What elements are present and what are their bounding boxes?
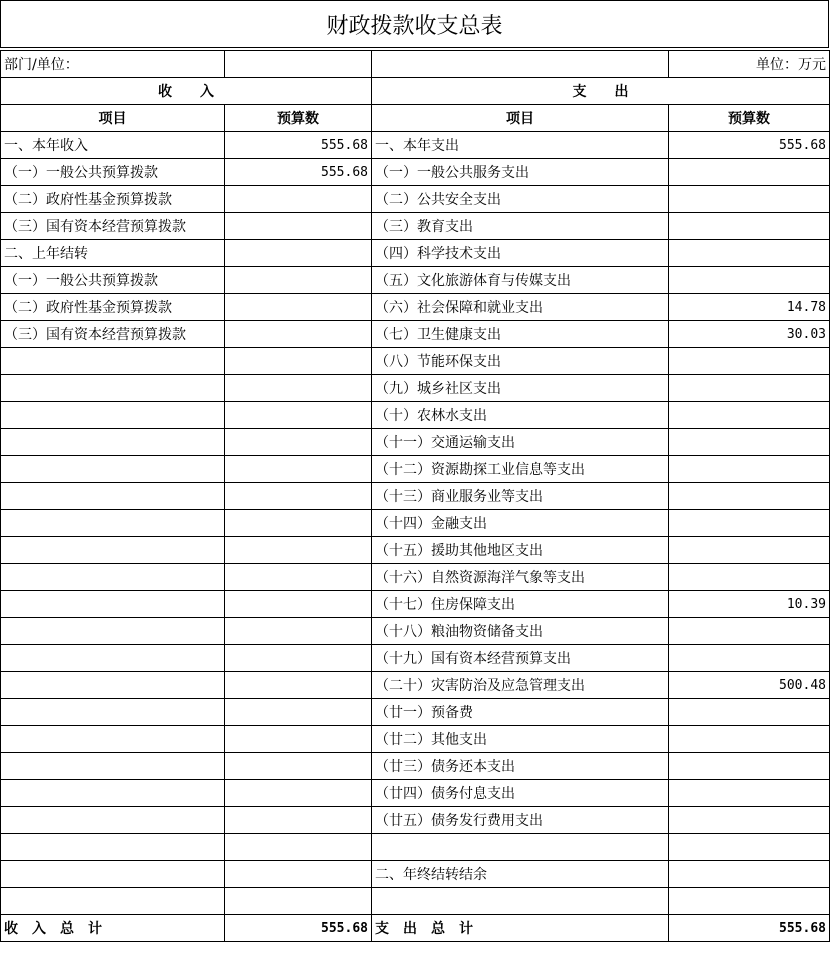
table-row bbox=[1, 645, 830, 672]
income-value-cell bbox=[225, 591, 372, 618]
income-item-cell bbox=[1, 537, 225, 564]
column-header-row bbox=[1, 105, 830, 132]
income-item-cell bbox=[1, 834, 225, 861]
income-value-cell bbox=[225, 726, 372, 753]
income-value-cell bbox=[225, 699, 372, 726]
income-value-cell bbox=[225, 618, 372, 645]
expense-value-cell bbox=[669, 807, 830, 834]
expense-total-value: 555.68 bbox=[669, 915, 830, 942]
income-item-cell: 一、本年收入 bbox=[1, 132, 225, 159]
expense-value-cell: 555.68 bbox=[669, 132, 830, 159]
income-item-cell bbox=[1, 807, 225, 834]
expense-item-cell: （二）公共安全支出 bbox=[372, 186, 669, 213]
expense-value-cell bbox=[669, 267, 830, 294]
table-title: 财政拨款收支总表 bbox=[0, 0, 829, 48]
income-value-cell bbox=[225, 672, 372, 699]
income-value-cell bbox=[225, 456, 372, 483]
income-value-cell bbox=[225, 267, 372, 294]
table-row bbox=[1, 726, 830, 753]
income-value-cell bbox=[225, 510, 372, 537]
income-value-cell bbox=[225, 780, 372, 807]
income-value-cell: 555.68 bbox=[225, 132, 372, 159]
table-row bbox=[1, 240, 830, 267]
expense-value-cell bbox=[669, 618, 830, 645]
income-item-cell bbox=[1, 861, 225, 888]
expense-item-cell: （六）社会保障和就业支出 bbox=[372, 294, 669, 321]
section-header-row bbox=[1, 78, 830, 105]
income-value-cell bbox=[225, 807, 372, 834]
expense-value-cell bbox=[669, 375, 830, 402]
income-item-cell bbox=[1, 429, 225, 456]
expense-item-cell: （四）科学技术支出 bbox=[372, 240, 669, 267]
expense-item-cell: （廿二）其他支出 bbox=[372, 726, 669, 753]
expense-value-cell bbox=[669, 429, 830, 456]
table-row bbox=[1, 618, 830, 645]
income-value-cell bbox=[225, 402, 372, 429]
expense-value-cell: 10.39 bbox=[669, 591, 830, 618]
dept-value bbox=[225, 51, 372, 78]
table-row bbox=[1, 888, 830, 915]
expense-value-cell bbox=[669, 537, 830, 564]
expense-value-cell bbox=[669, 456, 830, 483]
expense-item-cell: （十三）商业服务业等支出 bbox=[372, 483, 669, 510]
expense-value-cell bbox=[669, 564, 830, 591]
income-item-cell bbox=[1, 888, 225, 915]
income-item-cell: （二）政府性基金预算拨款 bbox=[1, 186, 225, 213]
expense-value-cell bbox=[669, 645, 830, 672]
income-value-cell bbox=[225, 645, 372, 672]
income-item-cell bbox=[1, 564, 225, 591]
income-value-cell bbox=[225, 429, 372, 456]
table-row bbox=[1, 132, 830, 159]
income-value-cell bbox=[225, 375, 372, 402]
table-row bbox=[1, 456, 830, 483]
table-row bbox=[1, 699, 830, 726]
income-value-cell bbox=[225, 321, 372, 348]
expense-value-cell bbox=[669, 510, 830, 537]
income-item-cell: （一）一般公共预算拨款 bbox=[1, 159, 225, 186]
income-item-cell: （二）政府性基金预算拨款 bbox=[1, 294, 225, 321]
income-item-cell bbox=[1, 645, 225, 672]
income-value-cell bbox=[225, 348, 372, 375]
fiscal-summary-table bbox=[0, 50, 830, 942]
expense-value-cell bbox=[669, 780, 830, 807]
total-row bbox=[1, 915, 830, 942]
income-item-cell bbox=[1, 699, 225, 726]
expense-item-cell: （十）农林水支出 bbox=[372, 402, 669, 429]
expense-item-cell bbox=[372, 834, 669, 861]
income-item-cell bbox=[1, 753, 225, 780]
table-row bbox=[1, 807, 830, 834]
income-total-label: 收 入 总 计 bbox=[1, 915, 225, 942]
income-value-cell bbox=[225, 186, 372, 213]
dept-label: 部门/单位： bbox=[1, 51, 225, 78]
table-row bbox=[1, 483, 830, 510]
expense-value-cell bbox=[669, 402, 830, 429]
table-row bbox=[1, 159, 830, 186]
expense-item-cell: （十八）粮油物资储备支出 bbox=[372, 618, 669, 645]
expense-item-cell: （十一）交通运输支出 bbox=[372, 429, 669, 456]
expense-budget-header: 预算数 bbox=[669, 105, 830, 132]
expense-value-cell bbox=[669, 726, 830, 753]
income-item-cell bbox=[1, 402, 225, 429]
expense-item-cell: （九）城乡社区支出 bbox=[372, 375, 669, 402]
income-item-cell bbox=[1, 348, 225, 375]
expense-value-cell bbox=[669, 699, 830, 726]
income-item-cell: （一）一般公共预算拨款 bbox=[1, 267, 225, 294]
expense-value-cell: 30.03 bbox=[669, 321, 830, 348]
table-row bbox=[1, 510, 830, 537]
income-item-header: 项目 bbox=[1, 105, 225, 132]
table-row bbox=[1, 537, 830, 564]
table-row bbox=[1, 429, 830, 456]
income-value-cell bbox=[225, 564, 372, 591]
expense-item-cell: （十七）住房保障支出 bbox=[372, 591, 669, 618]
expense-header: 支 出 bbox=[372, 78, 830, 105]
table-row bbox=[1, 834, 830, 861]
table-row bbox=[1, 186, 830, 213]
table-row bbox=[1, 780, 830, 807]
table-row bbox=[1, 348, 830, 375]
expense-item-cell: 二、年终结转结余 bbox=[372, 861, 669, 888]
income-value-cell bbox=[225, 861, 372, 888]
income-item-cell bbox=[1, 618, 225, 645]
expense-value-cell bbox=[669, 240, 830, 267]
table-row bbox=[1, 672, 830, 699]
meta-spacer bbox=[372, 51, 669, 78]
expense-item-cell: （一）一般公共服务支出 bbox=[372, 159, 669, 186]
income-value-cell bbox=[225, 213, 372, 240]
expense-value-cell: 14.78 bbox=[669, 294, 830, 321]
income-item-cell: （三）国有资本经营预算拨款 bbox=[1, 321, 225, 348]
table-row bbox=[1, 402, 830, 429]
income-item-cell bbox=[1, 726, 225, 753]
table-row bbox=[1, 591, 830, 618]
income-total-value: 555.68 bbox=[225, 915, 372, 942]
income-value-cell bbox=[225, 240, 372, 267]
expense-item-cell: （七）卫生健康支出 bbox=[372, 321, 669, 348]
expense-item-cell: （八）节能环保支出 bbox=[372, 348, 669, 375]
table-row bbox=[1, 321, 830, 348]
expense-value-cell bbox=[669, 753, 830, 780]
income-item-cell bbox=[1, 510, 225, 537]
table-row bbox=[1, 564, 830, 591]
expense-item-cell: （十五）援助其他地区支出 bbox=[372, 537, 669, 564]
expense-value-cell bbox=[669, 213, 830, 240]
income-item-cell: 二、上年结转 bbox=[1, 240, 225, 267]
table-row bbox=[1, 753, 830, 780]
table-row bbox=[1, 375, 830, 402]
expense-item-cell: （三）教育支出 bbox=[372, 213, 669, 240]
expense-value-cell: 500.48 bbox=[669, 672, 830, 699]
income-item-cell: （三）国有资本经营预算拨款 bbox=[1, 213, 225, 240]
unit-label: 单位：万元 bbox=[669, 51, 830, 78]
expense-value-cell bbox=[669, 861, 830, 888]
expense-item-cell: 一、本年支出 bbox=[372, 132, 669, 159]
income-value-cell bbox=[225, 537, 372, 564]
income-item-cell bbox=[1, 375, 225, 402]
expense-item-cell: （十六）自然资源海洋气象等支出 bbox=[372, 564, 669, 591]
expense-value-cell bbox=[669, 834, 830, 861]
table-row bbox=[1, 861, 830, 888]
income-item-cell bbox=[1, 780, 225, 807]
table-row bbox=[1, 294, 830, 321]
expense-item-cell: （廿四）债务付息支出 bbox=[372, 780, 669, 807]
table-row bbox=[1, 267, 830, 294]
income-value-cell bbox=[225, 294, 372, 321]
expense-item-cell: （廿一）预备费 bbox=[372, 699, 669, 726]
expense-item-cell: （五）文化旅游体育与传媒支出 bbox=[372, 267, 669, 294]
expense-item-cell: （十四）金融支出 bbox=[372, 510, 669, 537]
expense-value-cell bbox=[669, 888, 830, 915]
income-item-cell bbox=[1, 483, 225, 510]
income-item-cell bbox=[1, 456, 225, 483]
expense-value-cell bbox=[669, 483, 830, 510]
expense-total-label: 支 出 总 计 bbox=[372, 915, 669, 942]
income-item-cell bbox=[1, 672, 225, 699]
expense-item-cell: （二十）灾害防治及应急管理支出 bbox=[372, 672, 669, 699]
income-value-cell bbox=[225, 483, 372, 510]
expense-item-cell: （十九）国有资本经营预算支出 bbox=[372, 645, 669, 672]
income-header: 收 入 bbox=[1, 78, 372, 105]
income-item-cell bbox=[1, 591, 225, 618]
expense-item-cell: （廿三）债务还本支出 bbox=[372, 753, 669, 780]
income-value-cell bbox=[225, 888, 372, 915]
expense-value-cell bbox=[669, 348, 830, 375]
meta-row bbox=[1, 51, 830, 78]
expense-item-cell bbox=[372, 888, 669, 915]
table-row bbox=[1, 213, 830, 240]
expense-item-header: 项目 bbox=[372, 105, 669, 132]
expense-item-cell: （廿五）债务发行费用支出 bbox=[372, 807, 669, 834]
income-value-cell bbox=[225, 834, 372, 861]
expense-value-cell bbox=[669, 186, 830, 213]
income-value-cell: 555.68 bbox=[225, 159, 372, 186]
expense-value-cell bbox=[669, 159, 830, 186]
income-value-cell bbox=[225, 753, 372, 780]
income-budget-header: 预算数 bbox=[225, 105, 372, 132]
expense-item-cell: （十二）资源勘探工业信息等支出 bbox=[372, 456, 669, 483]
